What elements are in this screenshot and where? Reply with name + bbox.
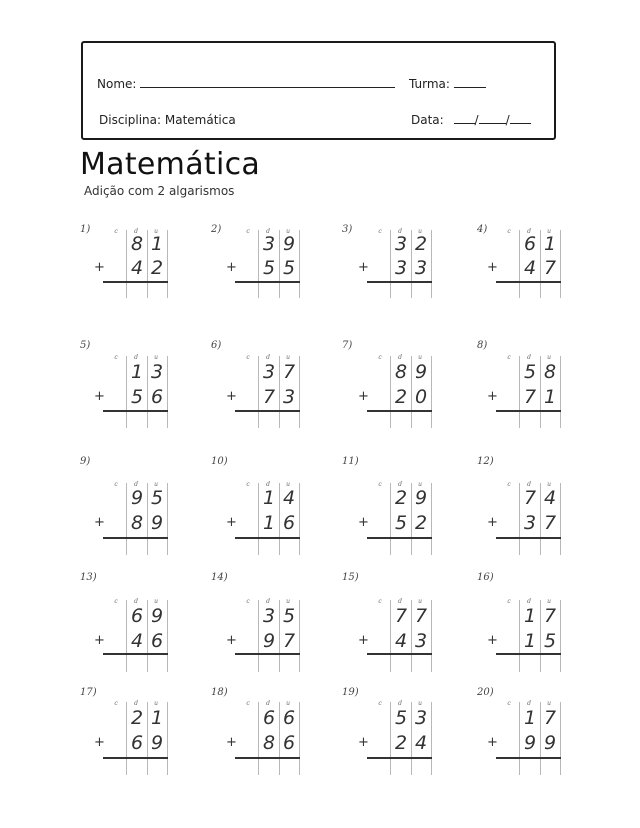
answer-area[interactable] xyxy=(370,539,432,555)
addend-1-units: 1 xyxy=(150,233,164,255)
date-month-blank[interactable] xyxy=(479,111,506,124)
column-header-hundreds: c xyxy=(378,481,382,488)
column-header-hundreds: c xyxy=(246,598,250,605)
problem-number: 1) xyxy=(80,224,91,235)
addend-2-tens: 4 xyxy=(394,630,408,652)
problem-number: 9) xyxy=(80,456,91,467)
problem-number: 17) xyxy=(80,687,97,698)
answer-area[interactable] xyxy=(106,283,168,298)
name-blank[interactable] xyxy=(140,75,395,88)
column-header-tens: d xyxy=(398,700,402,707)
name-label: Nome: xyxy=(97,77,137,91)
column-header-units: u xyxy=(154,700,158,707)
answer-area[interactable] xyxy=(238,412,300,428)
addend-1-units: 7 xyxy=(282,361,296,383)
plus-sign: + xyxy=(226,389,237,404)
addend-2-tens: 7 xyxy=(523,386,537,408)
addend-2-units: 6 xyxy=(150,630,164,652)
plus-sign: + xyxy=(226,515,237,530)
column-header-hundreds: c xyxy=(378,354,382,361)
addend-2-units: 7 xyxy=(543,257,557,279)
addend-1-units: 4 xyxy=(543,487,557,509)
column-header-hundreds: c xyxy=(114,481,118,488)
addend-2-units: 7 xyxy=(282,630,296,652)
addend-2-units: 7 xyxy=(543,512,557,534)
addend-2-tens: 3 xyxy=(394,257,408,279)
column-header-units: u xyxy=(547,354,551,361)
column-header-hundreds: c xyxy=(246,228,250,235)
addend-2-units: 2 xyxy=(414,512,428,534)
column-header-units: u xyxy=(286,354,290,361)
date-field[interactable] xyxy=(411,111,531,127)
column-header-hundreds: c xyxy=(114,228,118,235)
column-header-units: u xyxy=(418,598,422,605)
addend-2-units: 6 xyxy=(150,386,164,408)
addend-1-tens: 1 xyxy=(262,487,276,509)
addend-1-tens: 1 xyxy=(523,707,537,729)
addend-2-tens: 8 xyxy=(262,732,276,754)
addend-2-units: 4 xyxy=(414,732,428,754)
problem-number: 8) xyxy=(477,340,488,351)
plus-sign: + xyxy=(487,260,498,275)
addend-2-tens: 9 xyxy=(523,732,537,754)
addend-1-tens: 5 xyxy=(523,361,537,383)
answer-area[interactable] xyxy=(238,759,300,775)
column-header-tens: d xyxy=(398,481,402,488)
column-header-tens: d xyxy=(266,228,270,235)
answer-area[interactable] xyxy=(499,283,561,298)
plus-sign: + xyxy=(226,260,237,275)
problem-number: 2) xyxy=(211,224,222,235)
addend-1-units: 1 xyxy=(150,707,164,729)
plus-sign: + xyxy=(487,735,498,750)
addend-1-tens: 3 xyxy=(262,233,276,255)
column-header-tens: d xyxy=(134,228,138,235)
column-header-tens: d xyxy=(527,354,531,361)
addend-2-tens: 6 xyxy=(130,732,144,754)
addend-1-tens: 2 xyxy=(130,707,144,729)
date-separator: / xyxy=(505,113,510,127)
problem-number: 14) xyxy=(211,572,228,583)
column-header-tens: d xyxy=(134,598,138,605)
problem-number: 6) xyxy=(211,340,222,351)
addend-2-units: 3 xyxy=(414,257,428,279)
answer-area[interactable] xyxy=(499,539,561,555)
addend-1-tens: 2 xyxy=(394,487,408,509)
addend-2-tens: 1 xyxy=(262,512,276,534)
addend-2-units: 9 xyxy=(150,512,164,534)
addend-2-tens: 8 xyxy=(130,512,144,534)
column-header-units: u xyxy=(547,598,551,605)
problem-number: 19) xyxy=(342,687,359,698)
column-header-tens: d xyxy=(398,354,402,361)
addend-1-units: 8 xyxy=(543,361,557,383)
column-header-tens: d xyxy=(527,481,531,488)
addend-1-units: 7 xyxy=(414,605,428,627)
addend-1-units: 4 xyxy=(282,487,296,509)
plus-sign: + xyxy=(226,735,237,750)
column-header-units: u xyxy=(286,700,290,707)
addend-2-units: 9 xyxy=(150,732,164,754)
problem-number: 7) xyxy=(342,340,353,351)
addend-2-units: 1 xyxy=(543,386,557,408)
column-header-hundreds: c xyxy=(507,481,511,488)
addend-2-tens: 3 xyxy=(523,512,537,534)
problem-number: 16) xyxy=(477,572,494,583)
plus-sign: + xyxy=(358,389,369,404)
addend-1-tens: 6 xyxy=(130,605,144,627)
addend-1-tens: 5 xyxy=(394,707,408,729)
plus-sign: + xyxy=(487,389,498,404)
name-field[interactable] xyxy=(97,75,395,91)
student-info-box xyxy=(81,41,556,140)
addend-1-units: 6 xyxy=(282,707,296,729)
addend-2-tens: 5 xyxy=(130,386,144,408)
column-header-hundreds: c xyxy=(114,354,118,361)
answer-area[interactable] xyxy=(106,759,168,775)
addend-1-units: 9 xyxy=(414,487,428,509)
column-header-tens: d xyxy=(134,354,138,361)
answer-area[interactable] xyxy=(370,655,432,672)
addend-1-units: 1 xyxy=(543,233,557,255)
addend-1-tens: 7 xyxy=(523,487,537,509)
column-header-hundreds: c xyxy=(378,598,382,605)
addend-1-units: 7 xyxy=(543,605,557,627)
problem-number: 15) xyxy=(342,572,359,583)
addend-2-tens: 4 xyxy=(130,257,144,279)
answer-area[interactable] xyxy=(238,283,300,298)
plus-sign: + xyxy=(358,735,369,750)
addend-2-tens: 4 xyxy=(523,257,537,279)
addend-2-units: 9 xyxy=(543,732,557,754)
column-header-tens: d xyxy=(527,700,531,707)
column-header-tens: d xyxy=(266,598,270,605)
column-header-hundreds: c xyxy=(507,228,511,235)
column-header-units: u xyxy=(418,354,422,361)
addend-2-tens: 5 xyxy=(262,257,276,279)
addend-1-units: 9 xyxy=(282,233,296,255)
addend-1-units: 5 xyxy=(282,605,296,627)
addend-1-tens: 3 xyxy=(262,605,276,627)
addend-1-tens: 8 xyxy=(130,233,144,255)
answer-area[interactable] xyxy=(106,539,168,555)
column-header-tens: d xyxy=(266,481,270,488)
column-header-hundreds: c xyxy=(507,598,511,605)
column-header-hundreds: c xyxy=(246,481,250,488)
column-header-tens: d xyxy=(266,700,270,707)
date-year-blank[interactable] xyxy=(510,111,531,124)
addend-1-tens: 3 xyxy=(394,233,408,255)
answer-area[interactable] xyxy=(370,283,432,298)
addend-1-units: 9 xyxy=(414,361,428,383)
addend-1-units: 9 xyxy=(150,605,164,627)
answer-area[interactable] xyxy=(499,655,561,672)
answer-area[interactable] xyxy=(106,412,168,428)
problem-number: 12) xyxy=(477,456,494,467)
plus-sign: + xyxy=(487,515,498,530)
column-header-units: u xyxy=(154,481,158,488)
column-header-units: u xyxy=(547,700,551,707)
addend-2-units: 6 xyxy=(282,732,296,754)
addend-1-units: 5 xyxy=(150,487,164,509)
plus-sign: + xyxy=(358,260,369,275)
column-header-tens: d xyxy=(134,700,138,707)
addend-2-units: 2 xyxy=(150,257,164,279)
addend-1-tens: 1 xyxy=(130,361,144,383)
subject-label: Disciplina: Matemática xyxy=(99,113,236,127)
date-day-blank[interactable] xyxy=(454,111,475,124)
column-header-hundreds: c xyxy=(246,700,250,707)
addend-2-tens: 7 xyxy=(262,386,276,408)
addend-1-tens: 6 xyxy=(262,707,276,729)
column-header-tens: d xyxy=(527,598,531,605)
addend-2-units: 5 xyxy=(543,630,557,652)
addend-1-tens: 7 xyxy=(394,605,408,627)
column-header-hundreds: c xyxy=(246,354,250,361)
date-separator: / xyxy=(474,113,479,127)
problem-number: 3) xyxy=(342,224,353,235)
column-header-units: u xyxy=(418,481,422,488)
page-subtitle: Adição com 2 algarismos xyxy=(84,184,235,198)
column-header-units: u xyxy=(154,598,158,605)
column-header-tens: d xyxy=(398,228,402,235)
answer-area[interactable] xyxy=(370,759,432,775)
column-header-hundreds: c xyxy=(114,700,118,707)
plus-sign: + xyxy=(94,515,105,530)
plus-sign: + xyxy=(94,260,105,275)
addend-2-tens: 2 xyxy=(394,732,408,754)
addend-2-units: 3 xyxy=(282,386,296,408)
plus-sign: + xyxy=(94,389,105,404)
answer-area[interactable] xyxy=(499,759,561,775)
column-header-hundreds: c xyxy=(114,598,118,605)
problem-number: 11) xyxy=(342,456,359,467)
addend-2-tens: 2 xyxy=(394,386,408,408)
page-title: Matemática xyxy=(80,147,261,182)
plus-sign: + xyxy=(487,633,498,648)
addend-1-units: 2 xyxy=(414,233,428,255)
addend-1-tens: 9 xyxy=(130,487,144,509)
column-header-hundreds: c xyxy=(507,700,511,707)
problem-number: 5) xyxy=(80,340,91,351)
answer-area[interactable] xyxy=(499,412,561,428)
addend-1-units: 7 xyxy=(543,707,557,729)
column-header-tens: d xyxy=(134,481,138,488)
column-header-units: u xyxy=(286,481,290,488)
addend-2-tens: 9 xyxy=(262,630,276,652)
column-header-units: u xyxy=(547,481,551,488)
column-header-units: u xyxy=(286,228,290,235)
addend-2-units: 5 xyxy=(282,257,296,279)
class-label: Turma: xyxy=(409,77,450,91)
plus-sign: + xyxy=(94,633,105,648)
addend-1-units: 3 xyxy=(150,361,164,383)
column-header-tens: d xyxy=(527,228,531,235)
answer-area[interactable] xyxy=(370,412,432,428)
problem-number: 13) xyxy=(80,572,97,583)
column-header-tens: d xyxy=(398,598,402,605)
addend-1-tens: 3 xyxy=(262,361,276,383)
column-header-tens: d xyxy=(266,354,270,361)
date-label: Data: xyxy=(411,113,444,127)
addend-2-tens: 5 xyxy=(394,512,408,534)
addend-1-tens: 1 xyxy=(523,605,537,627)
addend-1-units: 3 xyxy=(414,707,428,729)
column-header-hundreds: c xyxy=(378,700,382,707)
addend-2-tens: 4 xyxy=(130,630,144,652)
addend-1-tens: 6 xyxy=(523,233,537,255)
column-header-units: u xyxy=(154,354,158,361)
column-header-units: u xyxy=(154,228,158,235)
plus-sign: + xyxy=(358,515,369,530)
addend-2-tens: 1 xyxy=(523,630,537,652)
class-blank[interactable] xyxy=(454,75,486,88)
answer-area[interactable] xyxy=(106,655,168,672)
plus-sign: + xyxy=(226,633,237,648)
column-header-units: u xyxy=(418,700,422,707)
addend-2-units: 3 xyxy=(414,630,428,652)
problem-number: 4) xyxy=(477,224,488,235)
problem-number: 10) xyxy=(211,456,228,467)
addend-2-units: 0 xyxy=(414,386,428,408)
plus-sign: + xyxy=(358,633,369,648)
column-header-units: u xyxy=(418,228,422,235)
addend-2-units: 6 xyxy=(282,512,296,534)
addend-1-tens: 8 xyxy=(394,361,408,383)
column-header-hundreds: c xyxy=(378,228,382,235)
column-header-hundreds: c xyxy=(507,354,511,361)
class-field[interactable] xyxy=(409,75,486,91)
answer-area[interactable] xyxy=(238,539,300,555)
problem-number: 18) xyxy=(211,687,228,698)
plus-sign: + xyxy=(94,735,105,750)
column-header-units: u xyxy=(286,598,290,605)
problem-number: 20) xyxy=(477,687,494,698)
column-header-units: u xyxy=(547,228,551,235)
answer-area[interactable] xyxy=(238,655,300,672)
